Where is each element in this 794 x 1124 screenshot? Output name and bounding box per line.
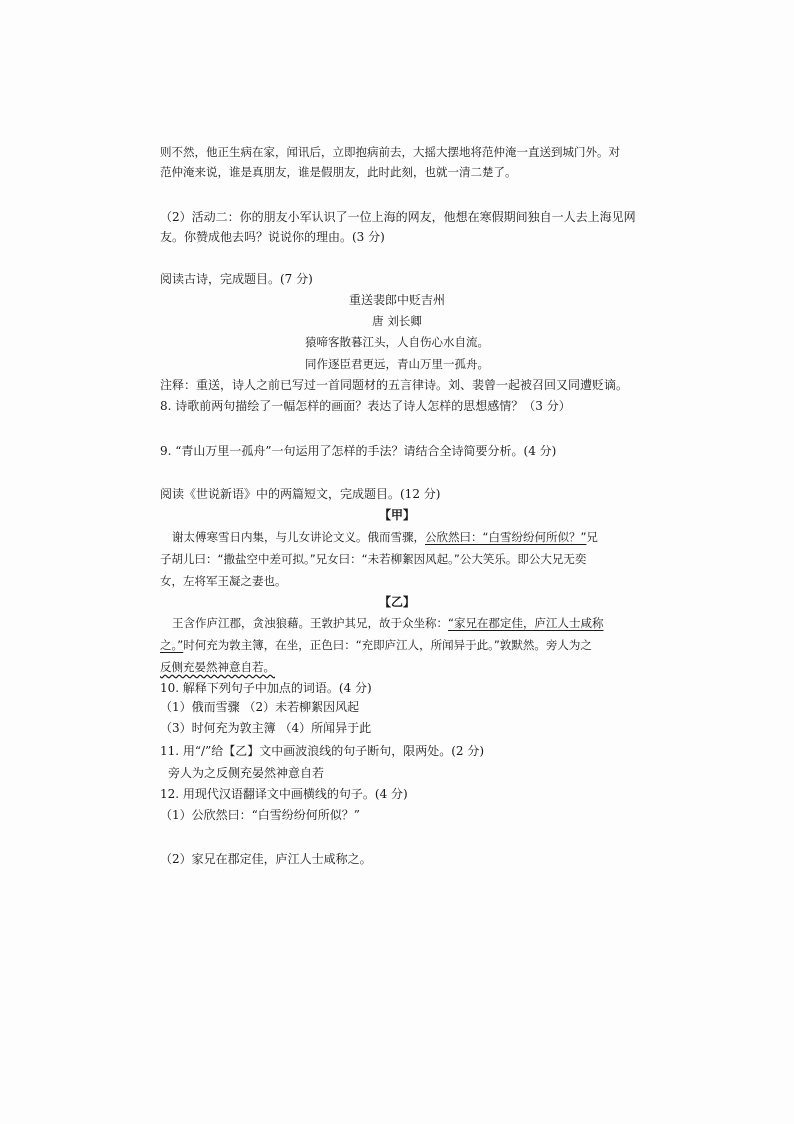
question-12-item-2: （2）家兄在郡定佳，庐江人士咸称之。 — [160, 852, 372, 866]
activity2-line-1: （2）活动二：你的朋友小军认识了一位上海的网友，他想在寒假期间独自一人去上海见网 — [160, 210, 636, 224]
yi-underlined-sentence-part-2: 之。” — [160, 638, 184, 652]
yi-line-1 — [172, 615, 603, 631]
question-11-text: 旁人为之反侧充晏然神意自若 — [168, 766, 325, 780]
question-10: 10. 解释下列句子中加点的词语。(4 分) — [160, 681, 372, 695]
yi-underlined-sentence-part-1: “家兄在郡定佳，庐江人士咸称 — [448, 616, 604, 630]
intro-line-1: 则不然，他正生病在家，闻讯后，立即抱病前去，大摇大摆地将范仲淹一直送到城门外。对 — [160, 145, 620, 159]
question-12: 12. 用现代汉语翻译文中画横线的句子。(4 分) — [160, 787, 408, 801]
jia-line-3: 女，左将军王凝之妻也。 — [160, 574, 287, 588]
question-12-item-1: （1）公欣然曰：“白雪纷纷何所似？” — [160, 808, 360, 822]
jia-line-1-end: 兄 — [586, 530, 598, 544]
shishuo-intro: 阅读《世说新语》中的两篇短文，完成题目。(12 分) — [160, 487, 441, 501]
jia-line-1 — [172, 529, 598, 545]
activity2-line-2: 友。你赞成他去吗？说说你的理由。(3 分) — [160, 230, 385, 244]
yi-wavy-sentence: 反侧充晏然神意自若。 — [160, 660, 275, 674]
jia-underlined-sentence: 公欣然曰：“白雪纷纷何所似？” — [425, 530, 587, 544]
question-9: 9. “青山万里一孤舟”一句运用了怎样的手法？请结合全诗简要分析。(4 分) — [160, 444, 557, 458]
jia-heading: 【甲】 — [378, 508, 415, 522]
intro-line-2: 范仲淹来说，谁是真朋友，谁是假朋友，此时此刻，也就一清二楚了。 — [160, 165, 517, 179]
poem-title: 重送裴郎中贬吉州 — [348, 293, 445, 307]
jia-line-1-start: 谢太傅寒雪日内集，与儿女讲论文义。俄而雪骤， — [172, 530, 425, 544]
yi-line-2-rest: 时何充为敦主簿，在坐，正色曰：“充即庐江人，所闻异于此。”敦默然。旁人为之 — [183, 638, 592, 652]
question-8: 8. 诗歌前两句描绘了一幅怎样的画面？表达了诗人怎样的思想感情？（3 分） — [160, 399, 571, 413]
question-10-items-b: （3）时何充为敦主簿 （4）所闻异于此 — [160, 721, 372, 735]
question-11: 11. 用“/”给【乙】文中画波浪线的句子断句，限两处。(2 分) — [160, 744, 485, 758]
question-10-items-a: （1）俄而雪骤 （2）未若柳絮因风起 — [160, 700, 360, 714]
yi-heading: 【乙】 — [378, 595, 415, 609]
yi-line-2 — [160, 637, 592, 653]
poem-intro: 阅读古诗，完成题目。(7 分) — [160, 272, 313, 286]
jia-line-2: 子胡儿曰：“撒盐空中差可拟。”兄女曰：“未若柳絮因风起。”公大笑乐。即公大兄无奕 — [160, 552, 587, 566]
poem-verse-2: 同作逐臣君更远，青山万里一孤舟。 — [305, 357, 489, 371]
yi-line-3 — [160, 659, 275, 675]
poem-note: 注释：重送，诗人之前已写过一首同题材的五言律诗。刘、裴曾一起被召回又同遭贬谪。 — [160, 378, 629, 392]
poem-verse-1: 猿啼客散暮江头，人自伤心水自流。 — [305, 335, 489, 349]
poem-author: 唐 刘长卿 — [372, 314, 422, 328]
yi-line-1-start: 王含作庐江郡，贪浊狼藉。王敦护其兄，故于众坐称： — [172, 616, 448, 630]
